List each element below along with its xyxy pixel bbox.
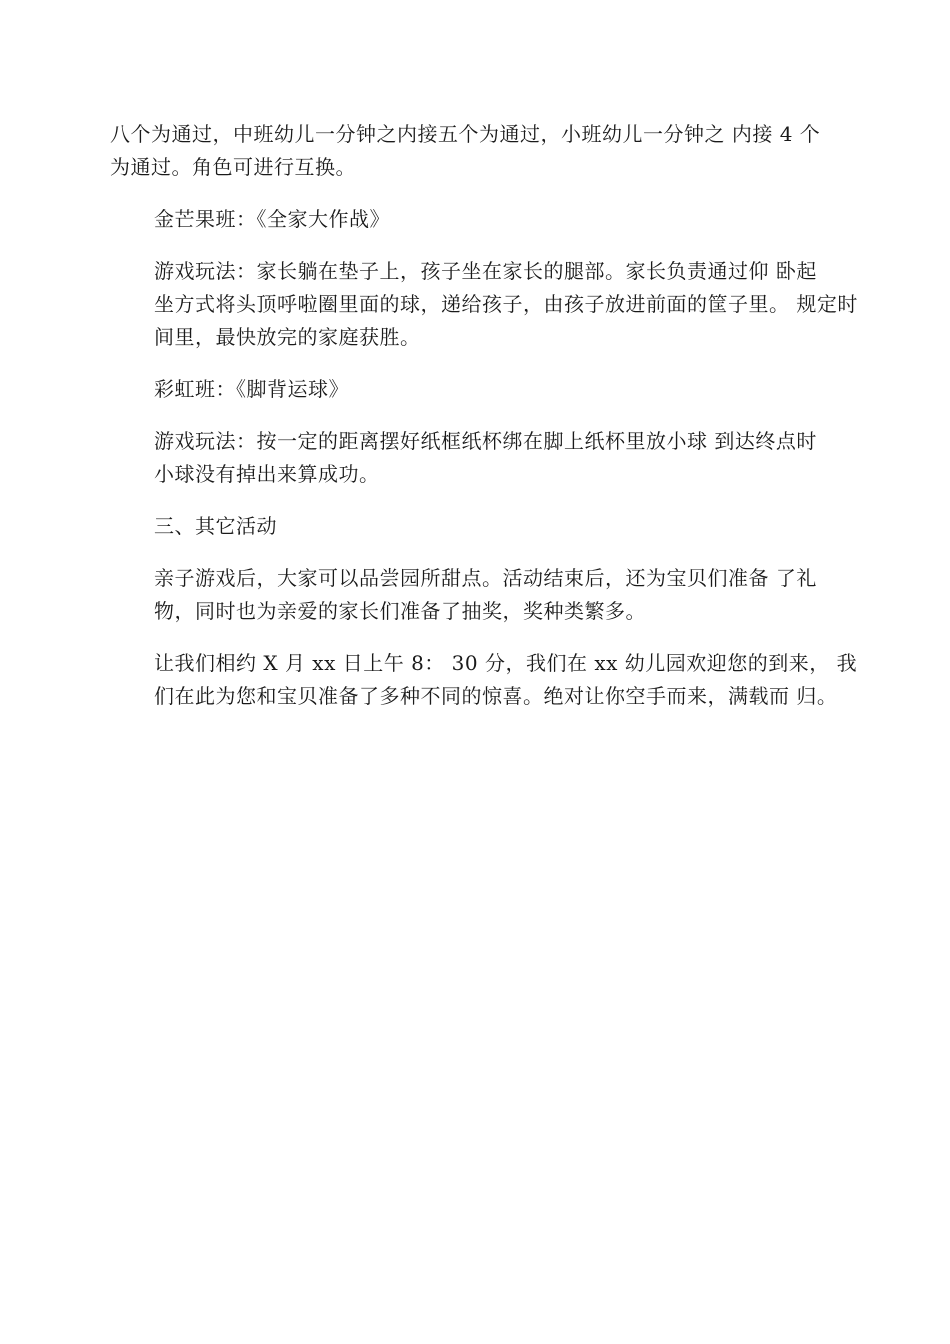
text-line: 小球没有掉出来算成功。 (154, 462, 380, 486)
text-line: 为通过。角色可进行互换。 (110, 155, 356, 179)
text-line: 让我们相约 X 月 xx 日上午 8： 30 分，我们在 xx 幼儿园欢迎您的到来， 我 (154, 651, 858, 675)
text-line: 八个为通过，中班幼儿一分钟之内接五个为通过，小班幼儿一分钟之 内接 4 个 (110, 122, 821, 146)
document-body (110, 118, 858, 713)
section-heading-other-activities (110, 510, 850, 543)
text-line: 们在此为您和宝贝准备了多种不同的惊喜。绝对让你空手而来，满载而 归。 (154, 684, 838, 708)
text-line: 游戏玩法：按一定的距离摆好纸框纸杯绑在脚上纸杯里放小球 到达终点时 (154, 429, 817, 453)
text-line: 彩虹班：《脚背运球》 (154, 377, 349, 401)
text-line: 亲子游戏后，大家可以品尝园所甜点。活动结束后，还为宝贝们准备 了礼 (154, 566, 817, 590)
paragraph-invitation (110, 647, 858, 713)
text-line: 游戏玩法：家长躺在垫子上，孩子坐在家长的腿部。家长负责通过仰 卧起 (154, 259, 817, 283)
paragraph-game-rules-family-battle (110, 255, 858, 354)
text-line: 间里，最快放完的家庭获胜。 (154, 325, 421, 349)
text-line: 物，同时也为亲爱的家长们准备了抽奖，奖种类繁多。 (154, 599, 646, 623)
class-heading-rainbow (110, 373, 850, 406)
paragraph-other-activities (110, 562, 850, 628)
text-line: 三、其它活动 (154, 514, 277, 538)
text-line: 坐方式将头顶呼啦圈里面的球，递给孩子，由孩子放进前面的筐子里。 规定时 (154, 292, 858, 316)
text-line: 金芒果班：《全家大作战》 (154, 207, 390, 231)
paragraph-rules-continued (110, 118, 850, 184)
paragraph-game-rules-foot-ball (110, 425, 850, 491)
class-heading-golden-mango (110, 203, 850, 236)
